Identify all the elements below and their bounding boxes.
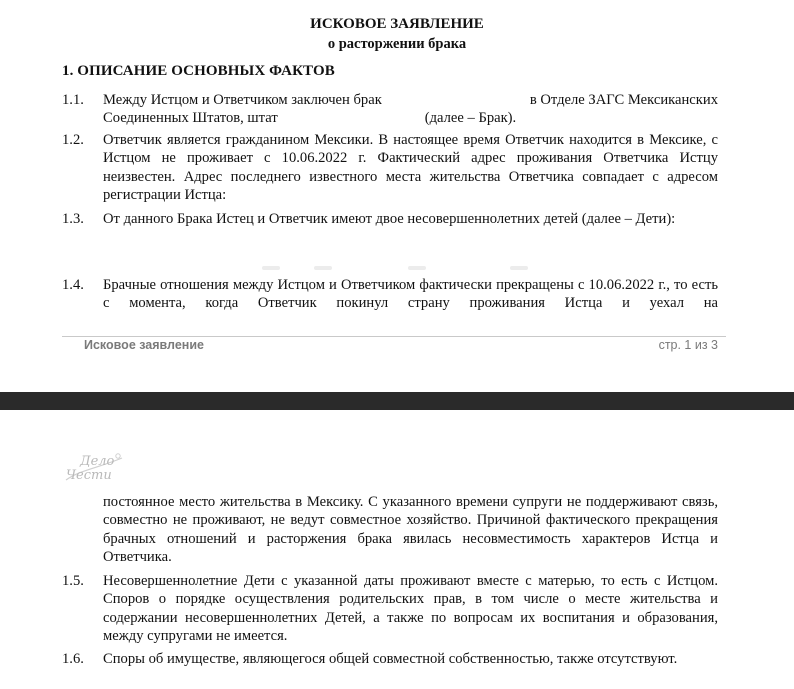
clause-1-4 [62,276,718,313]
section-heading: 1. ОПИСАНИЕ ОСНОВНЫХ ФАКТОВ [62,63,335,79]
document-title: ИСКОВОЕ ЗАЯВЛЕНИЕ [310,16,484,32]
document-subtitle: о расторжении брака [327,36,467,52]
redacted-state [278,112,425,126]
clause-text: Между Истцом и Ответчиком заключен брак [103,92,382,108]
clause-text: в Отделе ЗАГС Мексиканских [529,92,718,108]
document-page-2 [0,410,794,689]
footer-page-number: стр. 1 из 3 [658,338,718,352]
clause-1-2 [62,131,718,205]
clause-number: 1.6. [62,651,84,667]
clause-text: Соединенных Штатов, штат [103,110,278,127]
clause-1-4-continued [62,493,718,567]
clause-text: От данного Брака Истец и Ответчик имеют двое несовершеннолетних детей (далее – Дети): [103,211,676,227]
page-separator [0,392,794,410]
footer-divider [62,336,726,337]
clause-number: 1.2. [62,132,84,148]
clause-1-1 [62,91,718,128]
clause-text: Брачные отношения между Истцом и Ответчиком фактически прекращены с 10.06.2022 г., то есть с момента, когда Ответчик покинул страну проживания Истца и уехал на [103,277,718,312]
clause-number: 1.1. [62,92,84,108]
logo-text-top: Дело [80,454,115,469]
redacted-date [426,91,486,105]
footer-document-name: Исковое заявление [84,338,204,352]
clause-text: Ответчик является гражданином Мексики. В настоящее время Ответчик находится в Мексике, с Истцом не проживает с 10.06.2022 г. Фактический адрес проживания Ответчика Истцу неизвестен. Адрес последнего известного места жительства Ответчика совпадает с адресом регистрации Истца: [103,132,718,204]
clause-1-3 [62,210,718,228]
clause-text: Споры об имуществе, являющегося общей совместной собственностью, также отсутствуют. [103,651,678,667]
clause-1-5 [62,572,718,646]
clause-text: (далее – Брак). [424,110,517,127]
clause-number: 1.5. [62,573,84,589]
clause-text: постоянное место жительства в Мексику. С указанного времени супруги не поддерживают связь, совместно не проживают, не ведут совместное хозяйство. Причиной фактического прекращения брачных отношений и расторжения брака явилась несовместимость характеров Истца и Ответчика. [103,494,718,566]
clause-number: 1.4. [62,277,84,293]
clause-1-6 [62,650,718,668]
logo-text-bottom: Чести [66,468,112,483]
redacted-children-list [0,266,794,272]
clause-number: 1.3. [62,211,84,227]
clause-text: Несовершеннолетние Дети с указанной даты проживают вместе с матерью, то есть с Истцом. Споров о порядке осуществления родительских прав, в том числе о месте жительства и содержании несовершеннолетних Детей, а также по вопросам их воспитания и образования, между супругами не имеется. [103,573,718,645]
